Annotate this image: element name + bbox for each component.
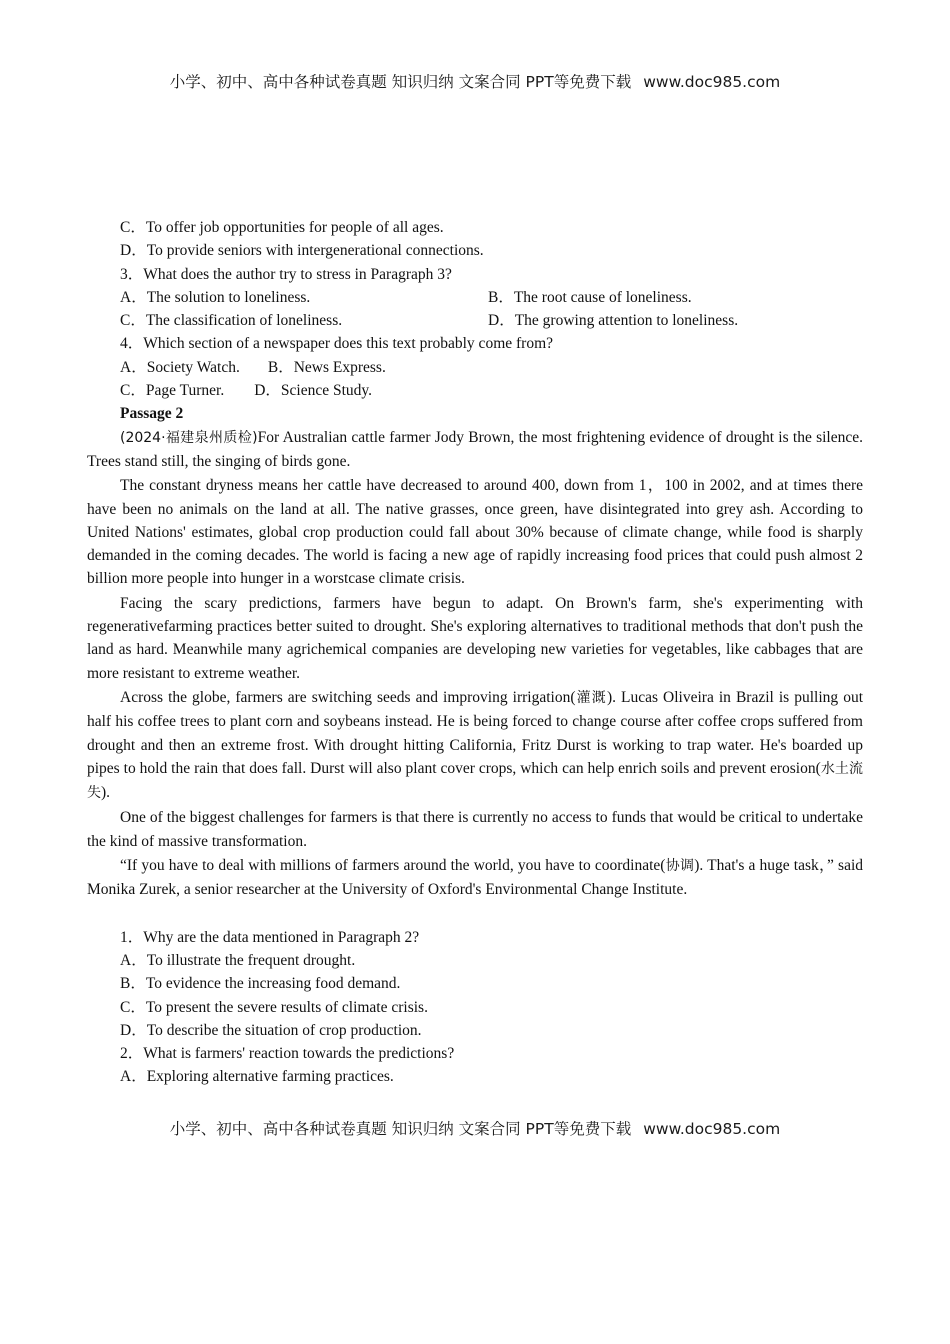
- passage-paragraph-3: Facing the scary predictions, farmers have begun to adapt. On Brown's farm, she's experimenting with regenerativefarming practices better suited to drought. She's exploring alternatives to traditional methods that don't push the land as hard. Meanwhile many agrichemical companies are developing new varieties for vegetables, like cabbages that are more resistant to extreme weather.: [87, 594, 863, 682]
- passage-paragraph-1: [87, 426, 863, 474]
- paragraph-4-part-a: Across the globe, farmers are switching seeds and improving irrigation(: [120, 688, 576, 706]
- spacer: [87, 903, 863, 926]
- prev-q3-options-row-1: [87, 286, 863, 309]
- q2-stem: 2．What is farmers' reaction towards the predictions?: [120, 1045, 455, 1063]
- gloss-erosion: 水土流失: [87, 760, 864, 802]
- header-banner: [0, 70, 950, 92]
- prev-q3-option-b: B．The root cause of loneliness.: [488, 288, 692, 306]
- q2-option-a: A．Exploring alternative farming practices.: [120, 1068, 394, 1086]
- passage-heading: Passage 2: [120, 405, 184, 423]
- paragraph-6-part-b: ). That's a huge task，” said Monika Zurek, a senior researcher at the University of Oxford's Environmental Change Institute.: [87, 857, 864, 899]
- footer-banner: [0, 1117, 950, 1139]
- prev-q3-option-d: D．The growing attention to loneliness.: [488, 312, 739, 330]
- paragraph-4-part-b: ). Lucas Oliveira in Brazil is pulling out half his coffee trees to plant corn and soybeans instead. He is being forced to change course after coffee crops suffered from drought and then an extreme frost. With drought hitting California, Fritz Durst is working to trap water. He's boarded up pipes to hold the rain that does fall. Durst will also plant cover crops, which can help enrich soils and prevent erosion(: [87, 688, 863, 777]
- prev-q4-options-row-1: [87, 356, 863, 379]
- prev-q3-option-a: A．The solution to loneliness.: [120, 288, 311, 306]
- prev-q4-option-b: B．News Express.: [267, 358, 386, 376]
- prev-q3-option-c: C．The classification of loneliness.: [120, 312, 343, 330]
- prev-q2-option-d: D．To provide seniors with intergenerational connections.: [120, 242, 484, 260]
- prev-q2-option-c: C．To offer job opportunities for people of all ages.: [120, 219, 444, 236]
- passage-paragraph-5: One of the biggest challenges for farmers is that there is currently no access to funds that would be critical to undertake the kind of massive transformation.: [87, 809, 863, 850]
- passage-paragraph-4: [87, 686, 863, 805]
- banner-url-link[interactable]: www.doc985.com: [643, 1120, 781, 1138]
- q1-option-b: B．To evidence the increasing food demand.: [120, 975, 401, 993]
- prev-q4-option-a: A．Society Watch.: [120, 358, 240, 376]
- paragraph-4-part-c: ).: [101, 784, 111, 802]
- prev-q4-stem: 4．Which section of a newspaper does this text probably come from?: [120, 335, 554, 353]
- q1-option-a: A．To illustrate the frequent drought.: [120, 951, 356, 969]
- prev-q4-option-d: D．Science Study.: [254, 382, 373, 400]
- prev-q3-options-row-2: [87, 309, 863, 332]
- prev-q4-options-row-2: [87, 379, 863, 402]
- gloss-coordinate: 协调: [665, 858, 695, 875]
- passage-paragraph-6: [87, 854, 863, 902]
- prev-q4-option-c: C．Page Turner.: [120, 382, 225, 400]
- passage-source: (2024·福建泉州质检): [120, 429, 258, 446]
- paragraph-1-text: For Australian cattle farmer Jody Brown, the most frightening evidence of drought is the silence. Trees stand still, the singing of birds gone.: [87, 428, 863, 470]
- document-body: [87, 216, 863, 1089]
- banner-text: 小学、初中、高中各种试卷真题 知识归纳 文案合同 PPT等免费下载: [169, 73, 632, 91]
- prev-q3-stem: 3．What does the author try to stress in Paragraph 3?: [120, 265, 452, 283]
- q1-stem: 1．Why are the data mentioned in Paragraph 2?: [120, 928, 420, 946]
- paragraph-6-part-a: “If you have to deal with millions of farmers around the world, you have to coordinate(: [120, 857, 666, 875]
- banner-text: 小学、初中、高中各种试卷真题 知识归纳 文案合同 PPT等免费下载: [169, 1120, 632, 1138]
- gloss-irrigation: 灌溉: [575, 689, 607, 706]
- banner-url-link[interactable]: www.doc985.com: [643, 73, 781, 91]
- q1-option-c: C．To present the severe results of climate crisis.: [120, 998, 428, 1016]
- q1-option-d: D．To describe the situation of crop production.: [120, 1021, 422, 1039]
- passage-paragraph-2: The constant dryness means her cattle have decreased to around 400, down from 1，100 in 2002, and at times there have been no animals on the land at all. The native grasses, once green, have disintegrated into grey ash. According to United Nations' estimates, global crop production could fall about 30% because of climate change, while food is sharply demanded in the coming decades. The world is facing a new age of rapidly increasing food prices that could push almost 2 billion more people into hunger in a worstcase climate crisis.: [87, 477, 863, 588]
